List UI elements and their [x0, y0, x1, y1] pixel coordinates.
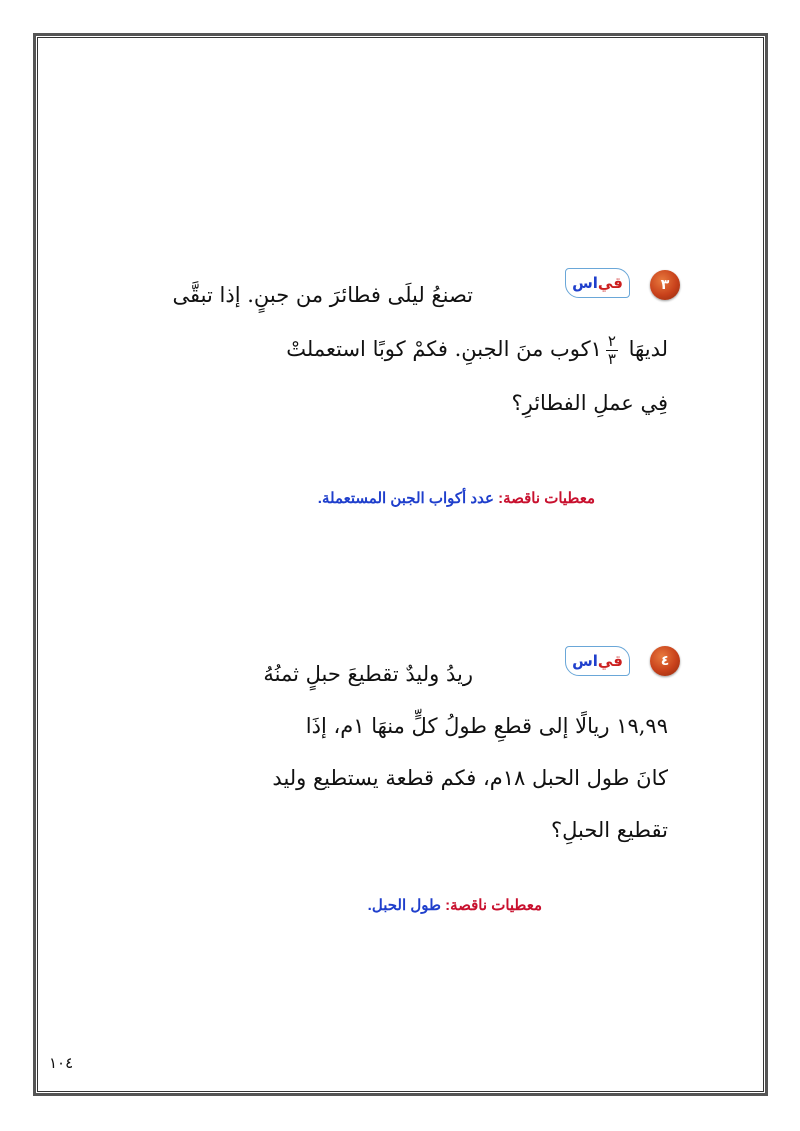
tag-part-2: اس — [572, 652, 598, 670]
page-number: ١٠٤ — [49, 1054, 74, 1072]
fraction-numerator: ٢ — [607, 332, 616, 350]
missing-data-label: معطيات ناقصة: — [498, 490, 595, 507]
missing-data-2 — [368, 896, 542, 914]
problem-line: تصنعُ ليلَى فطائرَ من جبنٍ. إذا تبقَّى — [172, 283, 473, 307]
tag-part-1: قي — [597, 274, 623, 292]
problem-line: تقطيع الحبلِ؟ — [550, 818, 668, 842]
problem-1-text — [172, 268, 668, 430]
problem-line: كوب منَ الجبنِ. فكمْ كوبًا استعملتْ — [286, 337, 591, 361]
problem-line: ١٩,٩٩ ريالًا إلى قطعِ طولُ كلٍّ منهَا ١م، إذَا — [305, 714, 668, 738]
fraction-denominator: ٣ — [607, 350, 616, 368]
problem-number: ٤ — [660, 653, 670, 669]
problem-line: فِي عملِ الفطائرِ؟ — [511, 391, 668, 415]
page-border-inner — [37, 37, 764, 1092]
problem-line: كانَ طول الحبل ١٨م، فكم قطعة يستطيع وليد — [272, 766, 668, 790]
fraction — [606, 334, 618, 367]
line-prefix: لديهَا — [628, 337, 668, 361]
missing-data-label: معطيات ناقصة: — [445, 897, 542, 914]
fraction-whole: ١ — [590, 337, 602, 361]
missing-data-1 — [318, 489, 595, 507]
tag-part-1: قي — [597, 652, 623, 670]
problem-line-with-fraction — [268, 322, 668, 376]
problem-line: ريدُ وليدٌ تقطيعَ حبلٍ ثمنُهُ — [263, 662, 473, 686]
tag-part-2: اس — [572, 274, 598, 292]
problem-2-text — [263, 648, 668, 856]
missing-data-value: عدد أكواب الجبن المستعملة. — [317, 490, 494, 507]
problem-number: ٣ — [660, 277, 670, 293]
missing-data-value: طول الحبل. — [367, 897, 441, 914]
